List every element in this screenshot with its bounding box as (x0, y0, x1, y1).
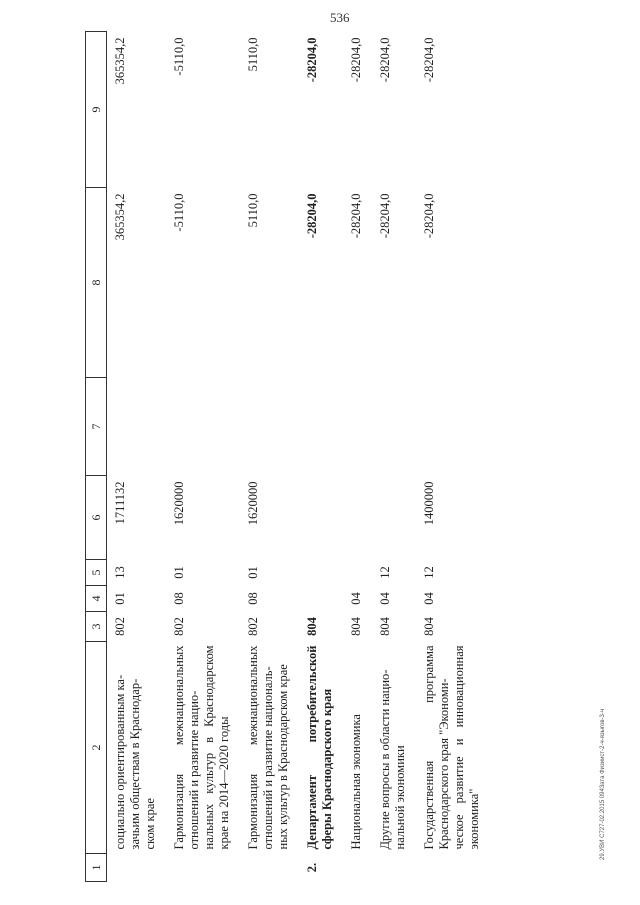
header-col-8: 8 (86, 188, 107, 378)
cell-1: 2. (305, 862, 319, 873)
cell-7 (107, 378, 167, 476)
cell-5 (299, 560, 343, 586)
cell-7 (372, 378, 416, 476)
cell-5: 13 (113, 566, 127, 579)
header-col-7: 7 (86, 378, 107, 476)
cell-5: 12 (422, 566, 436, 579)
rotated-table-container (85, 32, 585, 882)
header-col-4: 4 (86, 586, 107, 612)
cell-8: -28204,0 (349, 193, 363, 239)
cell-6 (343, 476, 372, 560)
cell-9: -28204,0 (378, 37, 392, 83)
header-col-5: 5 (86, 560, 107, 586)
cell-8: 365354,2 (113, 193, 127, 241)
cell-4: 04 (378, 592, 392, 605)
cell-4: 04 (422, 592, 436, 605)
cell-9: 5110,0 (246, 37, 260, 72)
cell-9: -28204,0 (422, 37, 436, 83)
cell-2: Департамент потребительской сферы Краснодарского края (305, 645, 334, 850)
cell-6: 1620000 (246, 481, 260, 526)
cell-6 (299, 476, 343, 560)
cell-1 (343, 854, 372, 882)
cell-2: Национальная экономика (349, 714, 363, 850)
header-col-3: 3 (86, 612, 107, 642)
header-col-1: 1 (86, 854, 107, 882)
page-number: 536 (330, 10, 350, 25)
table-row (240, 32, 299, 882)
cell-8: -28204,0 (305, 193, 319, 239)
cell-8: 5110,0 (246, 193, 260, 228)
side-note: 29.УВИ С727-02.2015 0943ата Физиист-2-ч-языгов-3-ч (600, 709, 606, 860)
cell-1 (416, 854, 490, 882)
cell-7 (166, 378, 240, 476)
budget-table (85, 31, 490, 882)
cell-9: -28204,0 (305, 37, 319, 83)
cell-8: -5110,0 (172, 193, 186, 232)
cell-5: 12 (378, 566, 392, 579)
cell-6: 1711132 (113, 481, 127, 525)
cell-5 (343, 560, 372, 586)
cell-2: социально ориентированным ка- зачьим обществам в Краснодар- ском крае (113, 674, 157, 850)
cell-9: -28204,0 (349, 37, 363, 83)
cell-6: 1400000 (422, 481, 436, 526)
cell-1 (107, 854, 167, 882)
table-body (107, 32, 491, 882)
cell-1 (166, 854, 240, 882)
cell-4: 01 (113, 592, 127, 605)
cell-6: 1620000 (172, 481, 186, 526)
header-col-2: 2 (86, 642, 107, 854)
table-row (107, 32, 167, 882)
cell-5: 01 (246, 566, 260, 579)
cell-1 (372, 854, 416, 882)
cell-5: 01 (172, 566, 186, 579)
cell-1 (240, 854, 299, 882)
cell-4 (299, 586, 343, 612)
cell-3: 802 (246, 617, 260, 636)
cell-2: Государственная программа Краснодарского края "Экономи- ческое развитие и инновационная экономика" (422, 645, 481, 850)
cell-9: 365354,2 (113, 37, 127, 85)
cell-4: 08 (246, 592, 260, 605)
header-row (86, 32, 107, 882)
header-col-6: 6 (86, 476, 107, 560)
cell-3: 804 (349, 617, 363, 636)
cell-7 (343, 378, 372, 476)
cell-3: 804 (378, 617, 392, 636)
cell-7 (240, 378, 299, 476)
cell-7 (416, 378, 490, 476)
table-row (343, 32, 372, 882)
cell-4: 08 (172, 592, 186, 605)
table-row (372, 32, 416, 882)
cell-2: Гармонизация межнациональных отношений и развитие националь- ных культур в Краснодарском крае (246, 645, 290, 850)
cell-9: -5110,0 (172, 37, 186, 76)
table-row (416, 32, 490, 882)
cell-4: 04 (349, 592, 363, 605)
table-row (299, 32, 343, 882)
cell-2: Гармонизация межнациональных отношений и развитие нацио- нальных культур в Краснодарском крае на 2014—2020 годы (172, 645, 231, 850)
cell-3: 804 (305, 617, 319, 636)
cell-3: 804 (422, 617, 436, 636)
table-row (166, 32, 240, 882)
cell-2: Другие вопросы в области нацио- нальной экономики (378, 669, 407, 850)
cell-3: 802 (113, 617, 127, 636)
cell-8: -28204,0 (378, 193, 392, 239)
cell-7 (299, 378, 343, 476)
cell-6 (372, 476, 416, 560)
header-col-9: 9 (86, 32, 107, 188)
cell-3: 802 (172, 617, 186, 636)
cell-8: -28204,0 (422, 193, 436, 239)
